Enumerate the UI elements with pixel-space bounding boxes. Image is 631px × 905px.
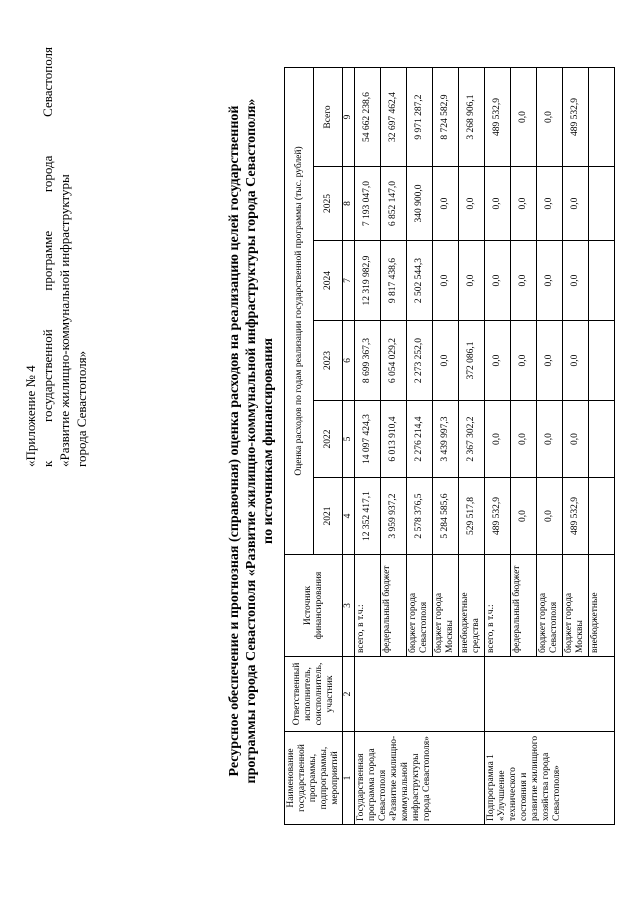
year-value-cell: 0,0 xyxy=(537,321,563,401)
column-index: 5 xyxy=(343,401,355,478)
year-value-cell: 372 086,1 xyxy=(459,321,485,401)
year-value-cell: 0,0 xyxy=(563,167,589,241)
year-value-cell: 0,0 xyxy=(563,241,589,321)
header-estimate: Оценка расходов по годам реализации государственной программы (тыс. рублей) xyxy=(285,67,314,554)
year-value-cell: 0,0 xyxy=(511,478,537,555)
title-line-3: по источникам финансирования xyxy=(261,338,276,544)
year-value-cell: 7 193 047,0 xyxy=(355,167,381,241)
year-value-cell: 0,0 xyxy=(485,401,511,478)
program-name-cell: Подпрограмма 1 «Улучшение технического состояния и развитие жилищного хозяйства города Севастополя» xyxy=(485,732,615,825)
source-cell: бюджет города Москвы xyxy=(433,555,459,657)
total-value-cell: 9 971 287,2 xyxy=(407,67,433,166)
year-value-cell: 0,0 xyxy=(537,167,563,241)
year-value-cell: 0,0 xyxy=(511,167,537,241)
year-value-cell: 3 959 937,2 xyxy=(381,478,407,555)
year-value-cell: 0,0 xyxy=(433,167,459,241)
year-value-cell: 0,0 xyxy=(485,167,511,241)
header-year: 2025 xyxy=(314,167,343,241)
year-value-cell: 12 352 417,1 xyxy=(355,478,381,555)
year-value-cell: 489 532,9 xyxy=(563,478,589,555)
year-value-cell: 340 900,0 xyxy=(407,167,433,241)
column-index: 6 xyxy=(343,321,355,401)
year-value-cell: 2 273 252,0 xyxy=(407,321,433,401)
appendix-line-2 xyxy=(39,47,56,467)
year-value-cell: 489 532,9 xyxy=(485,478,511,555)
header-name: Наименование государственной программы, подпрограммы, мероприятий xyxy=(285,732,343,825)
source-cell: федеральный бюджет xyxy=(511,555,537,657)
appendix-heading xyxy=(22,47,90,467)
header-year: 2023 xyxy=(314,321,343,401)
header-year: 2021 xyxy=(314,478,343,555)
source-cell: бюджет города Севастополя xyxy=(537,555,563,657)
column-index: 2 xyxy=(343,657,355,732)
header-total: Всего xyxy=(314,67,343,166)
year-value-cell: 2 502 544,3 xyxy=(407,241,433,321)
year-value-cell xyxy=(589,401,615,478)
table-body xyxy=(355,67,615,824)
year-value-cell: 6 013 910,4 xyxy=(381,401,407,478)
year-value-cell: 6 852 147,0 xyxy=(381,167,407,241)
header-year: 2022 xyxy=(314,401,343,478)
year-value-cell xyxy=(589,478,615,555)
header-source: Источник финансирования xyxy=(285,555,343,657)
year-value-cell xyxy=(589,241,615,321)
year-value-cell: 9 817 438,6 xyxy=(381,241,407,321)
table-row xyxy=(355,67,381,824)
column-index: 1 xyxy=(343,732,355,825)
column-index-row xyxy=(343,67,355,824)
year-value-cell: 0,0 xyxy=(433,241,459,321)
program-name-cell: Государственная программа города Севастополя «Развитие жилищно-коммунальной инфраструктуры города Севастополя» xyxy=(355,732,485,825)
column-index: 8 xyxy=(343,167,355,241)
appendix-word: программе xyxy=(40,230,55,291)
year-value-cell: 2 578 376,5 xyxy=(407,478,433,555)
year-value-cell: 0,0 xyxy=(537,401,563,478)
total-value-cell: 489 532,9 xyxy=(563,67,589,166)
year-value-cell: 0,0 xyxy=(537,241,563,321)
appendix-word: к xyxy=(40,460,55,467)
appendix-line-3: «Развитие жилищно-коммунальной инфраструктуры xyxy=(57,174,72,467)
total-value-cell: 54 662 238,6 xyxy=(355,67,381,166)
year-value-cell: 2 367 302,2 xyxy=(459,401,485,478)
year-value-cell: 0,0 xyxy=(433,321,459,401)
year-value-cell: 2 276 214,4 xyxy=(407,401,433,478)
year-value-cell xyxy=(589,167,615,241)
source-cell: внебюджетные xyxy=(589,555,615,657)
appendix-word: города xyxy=(40,155,55,193)
year-value-cell: 0,0 xyxy=(459,241,485,321)
executor-cell xyxy=(485,657,615,732)
year-value-cell: 0,0 xyxy=(563,401,589,478)
column-index: 9 xyxy=(343,67,355,166)
appendix-line-4: города Севастополя» xyxy=(74,350,89,467)
document-title xyxy=(226,61,277,821)
total-value-cell xyxy=(589,67,615,166)
year-value-cell: 0,0 xyxy=(511,241,537,321)
appendix-word: государственной xyxy=(40,329,55,422)
total-value-cell: 3 268 906,1 xyxy=(459,67,485,166)
column-index: 4 xyxy=(343,478,355,555)
source-cell: бюджет города Москвы xyxy=(563,555,589,657)
year-value-cell: 5 284 585,6 xyxy=(433,478,459,555)
year-value-cell: 12 319 982,9 xyxy=(355,241,381,321)
year-value-cell: 0,0 xyxy=(511,401,537,478)
appendix-line-1: «Приложение № 4 xyxy=(23,365,38,467)
year-value-cell xyxy=(589,321,615,401)
source-cell: федеральный бюджет xyxy=(381,555,407,657)
appendix-word: Севастополя xyxy=(40,47,55,117)
year-value-cell: 0,0 xyxy=(511,321,537,401)
table-row xyxy=(485,67,511,824)
title-line-1: Ресурсное обеспечение и прогнозная (справочная) оценка расходов на реализацию целей государственной xyxy=(227,105,242,777)
title-line-2: программы города Севастополя «Развитие жилищно-коммунальной инфраструктуры города Севастополя» xyxy=(244,98,259,784)
year-value-cell: 0,0 xyxy=(459,167,485,241)
column-index: 7 xyxy=(343,241,355,321)
total-value-cell: 0,0 xyxy=(537,67,563,166)
year-value-cell: 0,0 xyxy=(537,478,563,555)
year-value-cell: 8 699 367,3 xyxy=(355,321,381,401)
source-cell: всего, в т.ч.: xyxy=(485,555,511,657)
source-cell: бюджет города Севастополя xyxy=(407,555,433,657)
header-executor: Ответственный исполнитель, соисполнитель, участник xyxy=(285,657,343,732)
total-value-cell: 0,0 xyxy=(511,67,537,166)
year-value-cell: 529 517,8 xyxy=(459,478,485,555)
year-value-cell: 0,0 xyxy=(563,321,589,401)
total-value-cell: 8 724 582,9 xyxy=(433,67,459,166)
total-value-cell: 32 697 462,4 xyxy=(381,67,407,166)
column-index: 3 xyxy=(343,555,355,657)
source-cell: всего, в т.ч.: xyxy=(355,555,381,657)
executor-cell xyxy=(355,657,485,732)
financing-table xyxy=(284,67,615,825)
source-cell: внебюджетные средства xyxy=(459,555,485,657)
year-value-cell: 3 439 997,3 xyxy=(433,401,459,478)
year-value-cell: 0,0 xyxy=(485,241,511,321)
year-value-cell: 0,0 xyxy=(485,321,511,401)
total-value-cell: 489 532,9 xyxy=(485,67,511,166)
header-year: 2024 xyxy=(314,241,343,321)
year-value-cell: 6 054 029,2 xyxy=(381,321,407,401)
year-value-cell: 14 097 424,3 xyxy=(355,401,381,478)
